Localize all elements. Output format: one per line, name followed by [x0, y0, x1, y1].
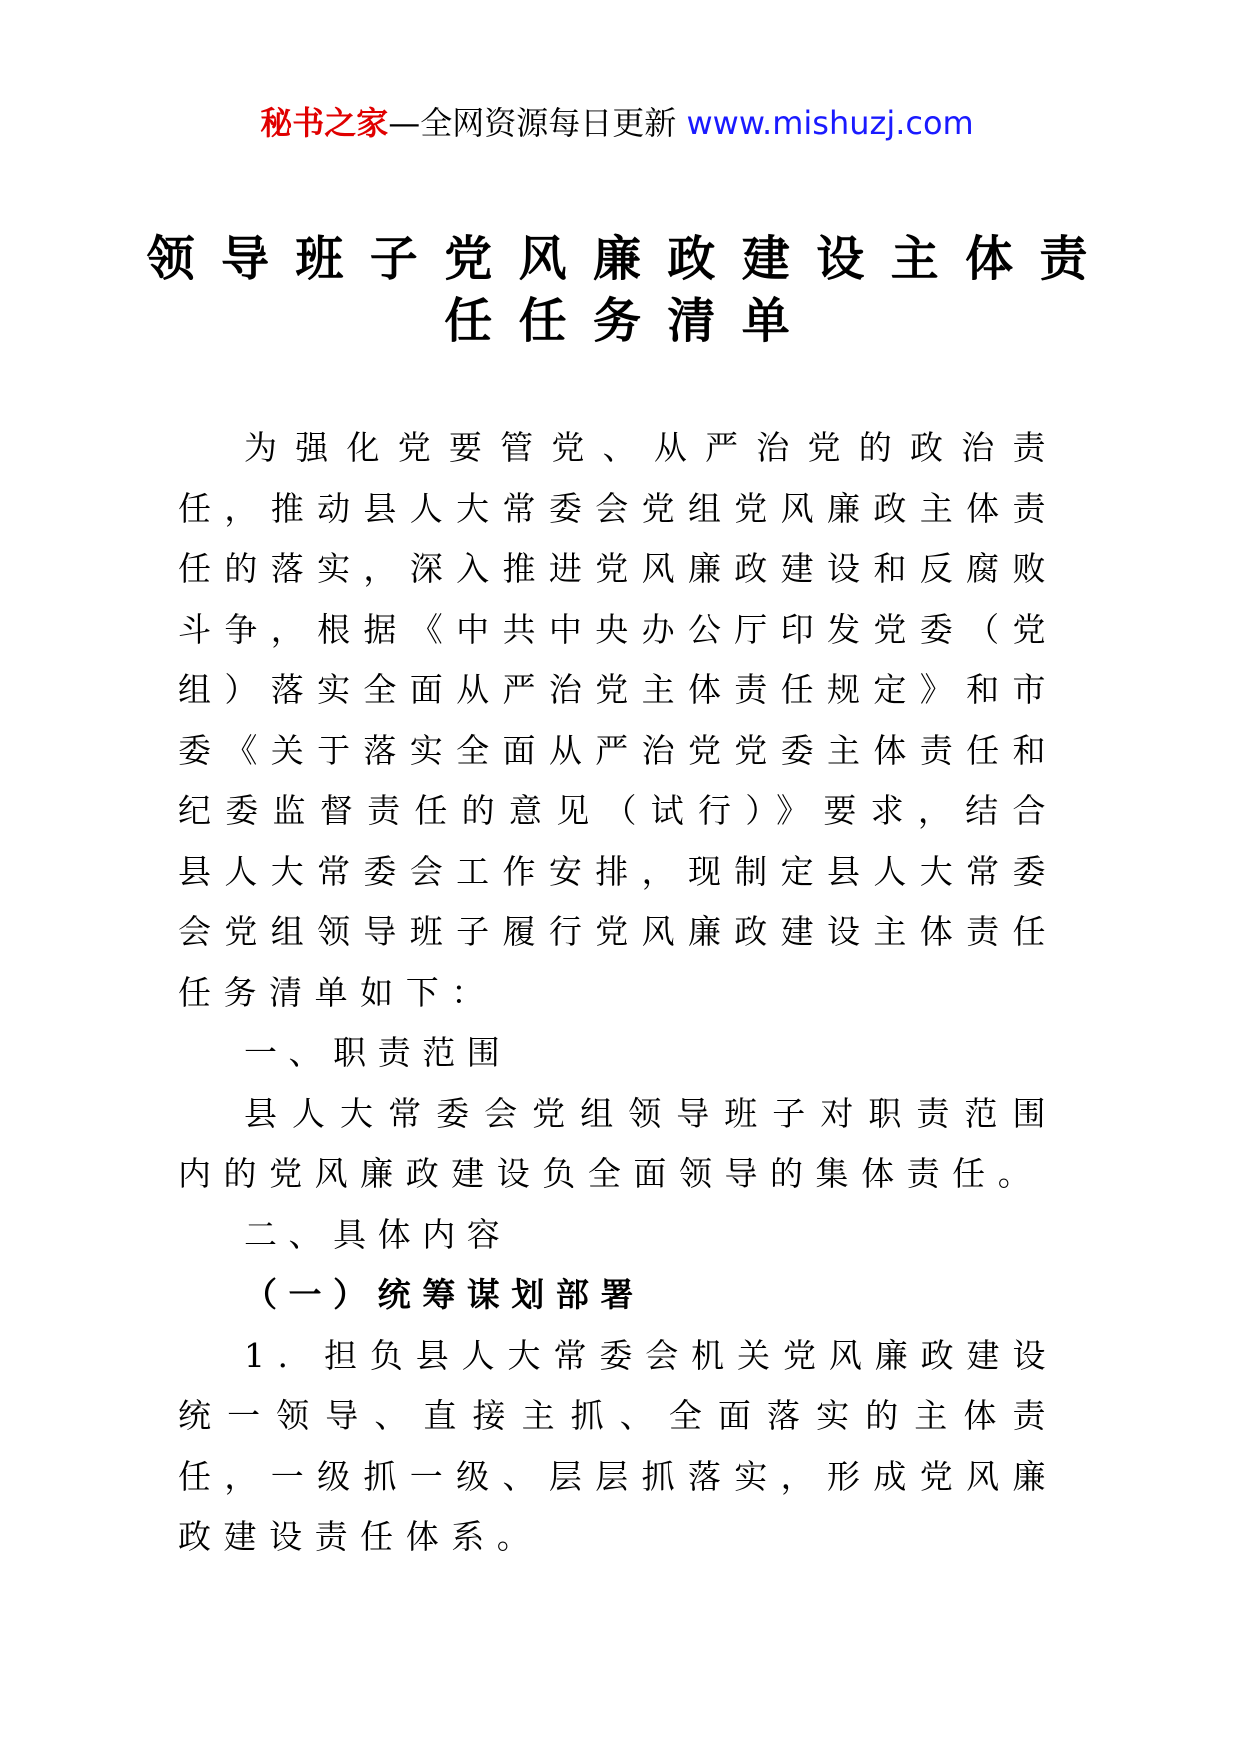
section-heading-responsibility-scope: 一、职责范围: [244, 1033, 512, 1072]
list-item-1: 1. 担负县人大常委会机关党风廉政建设统一领导、直接主抓、全面落实的主体责任，一级抓一级、层层抓落实，形成党风廉政建设责任体系。: [178, 1335, 1058, 1556]
brand-name: 秘书之家: [260, 104, 389, 142]
site-header: [0, 100, 1234, 146]
section-paragraph-responsibility-scope: 县人大常委会党组领导班子对职责范围内的党风廉政建设负全面领导的集体责任。: [178, 1093, 1058, 1193]
title-line-2: 任任务清单: [444, 293, 817, 349]
intro-paragraph: 为强化党要管党、从严治党的政治责任，推动县人大常委会党组党风廉政主体责任的落实，深入推进党风廉政建设和反腐败斗争，根据《中共中央办公厅印发党委（党组）落实全面从严治党主体责任规定》和市委《关于落实全面从严治党党委主体责任和纪委监督责任的意见（试行）》要求，结合县人大常委会工作安排，现制定县人大常委会党组领导班子履行党风廉政建设主体责任任务清单如下：: [178, 428, 1058, 1012]
site-url[interactable]: www.mishuzj.com: [686, 104, 974, 142]
document-title: [0, 228, 1234, 352]
header-tagline: —全网资源每日更新: [388, 104, 687, 142]
section-heading-specific-content: 二、具体内容: [244, 1214, 512, 1254]
title-line-1: 领导班子党风廉政建设主体责: [146, 231, 1114, 287]
document-body: [178, 418, 1058, 1568]
subsection-heading-planning: （一）统筹谋划部署: [244, 1275, 645, 1314]
